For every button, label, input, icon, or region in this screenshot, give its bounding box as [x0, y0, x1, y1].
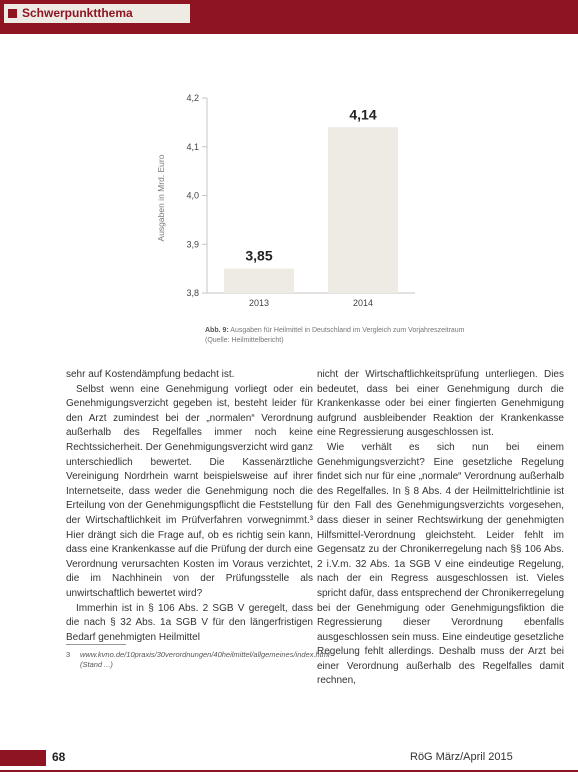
- y-tick-label: 4,2: [186, 93, 199, 103]
- y-tick-label: 4,1: [186, 141, 199, 152]
- paragraph: Selbst wenn eine Genehmigung vorliegt oder ein Genehmigungsverzicht gegeben ist, besteht leider für den Arzt zumindest bei der „normalen“ Verordnung außerhalb des Regelfalles immer noch keine Rechtssicherheit. Der Genehmigungsverzicht wird ganz unterschiedlich bewertet. Die Kassenärztliche Vereinigung Nordrhein warnt beispielsweise auf ihrer Internetseite, dass weder die Genehmigung noch die Erteilung von der Genehmigungspflicht die Feststellung der Wirtschaftlichkeit im Prüfverfahren vorwegnimmt.³ Hier drängt sich die Frage auf, ob es richtig sein kann, dass eine Krankenkasse auf die Prüfung der durch eine Verordnung verursachten Kosten im Voraus verzichtet, die im Nachhinein von der Prüfungsstelle als unwirtschaftlich bewertet wird?: [66, 383, 313, 599]
- journal-issue: RöG März/April 2015: [410, 751, 513, 763]
- y-tick-label: 3,8: [186, 288, 199, 298]
- text-column-left: [66, 368, 313, 645]
- section-badge: [4, 4, 190, 23]
- bar-value-label: 3,85: [245, 247, 273, 264]
- paragraph: sehr auf Kostendämpfung bedacht ist.: [66, 369, 235, 380]
- footnote: [66, 650, 330, 670]
- page-number: 68: [52, 750, 66, 764]
- caption-text: Ausgaben für Heilmittel in Deutschland im Vergleich zum Vorjahreszeitraum: [230, 327, 465, 334]
- caption-label: Abb. 9:: [205, 327, 229, 334]
- bar-2013: [224, 269, 294, 293]
- figure-caption: [205, 326, 535, 346]
- footnote-text: www.kvno.de/10praxis/30verordnungen/40heilmittel/allgemeines/index.html (Stand ...): [80, 650, 330, 669]
- x-tick-label: 2013: [248, 298, 270, 308]
- text-column-right: [317, 368, 564, 689]
- bar-chart: [150, 88, 420, 313]
- caption-source: (Quelle: Heilmittelbericht): [205, 337, 284, 344]
- section-title: Schwerpunktthema: [22, 6, 133, 20]
- bar-value-label: 4,14: [349, 106, 377, 123]
- y-axis-label: Ausgaben in Mrd. Euro: [156, 154, 166, 242]
- y-tick-label: 4,0: [186, 190, 199, 201]
- bar-2014: [328, 127, 398, 293]
- x-tick-label: 2014: [352, 298, 374, 308]
- y-tick-label: 3,9: [186, 239, 199, 250]
- footer-rule: [0, 770, 578, 772]
- footnote-number: 3: [66, 650, 71, 659]
- section-marker-icon: [8, 9, 17, 18]
- paragraph: nicht der Wirtschaftlichkeitsprüfung unterliegen. Dies bedeutet, dass bei einer Genehmigung durch die Krankenkasse oder bei einer fingierten Genehmigung aufgrund ausbleibender Reaktion der Krankenkasse eine Regressierung ausgeschlossen ist.: [317, 369, 564, 439]
- footnote-divider: [66, 644, 126, 645]
- footer-color-block: [0, 750, 46, 766]
- paragraph: Immerhin ist in § 106 Abs. 2 SGB V geregelt, dass die nach § 32 Abs. 1a SGB V für den längerfristigen Bedarf genehmigten Heilmittel: [66, 602, 313, 643]
- paragraph: Wie verhält es sich nun bei einem Genehmigungsverzicht? Eine gesetzliche Regelung findet sich nur für eine „normale“ Verordnung außerhalb des Regelfalles. In § 8 Abs. 4 der Heilmittelrichtlinie ist für den Fall des Genehmigungsverzichts vorgesehen, dass dieser in seiner Rechtswirkung der genehmigten Hilfsmittel-Verordnung gleichsteht. Leider fehlt im Gegensatz zu der Chronikerregelung nach §§ 106 Abs. 2 i.V.m. 32 Abs. 1a SGB V eine eindeutige Regelung, nach der ein Regress ausgeschlossen ist. Vieles spricht dafür, dass entsprechend der Chronikerregelung bei der Genehmigung oder Genehmigungsfiktion die Regressierung dieser Verordnung ebenfalls ausgeschlossen sein muss. Eine eindeutige gesetzliche Regelung fehlt allerdings. Deshalb muss der Arzt bei einer Verordnung außerhalb des Regelfalles damit rechnen,: [317, 441, 564, 687]
